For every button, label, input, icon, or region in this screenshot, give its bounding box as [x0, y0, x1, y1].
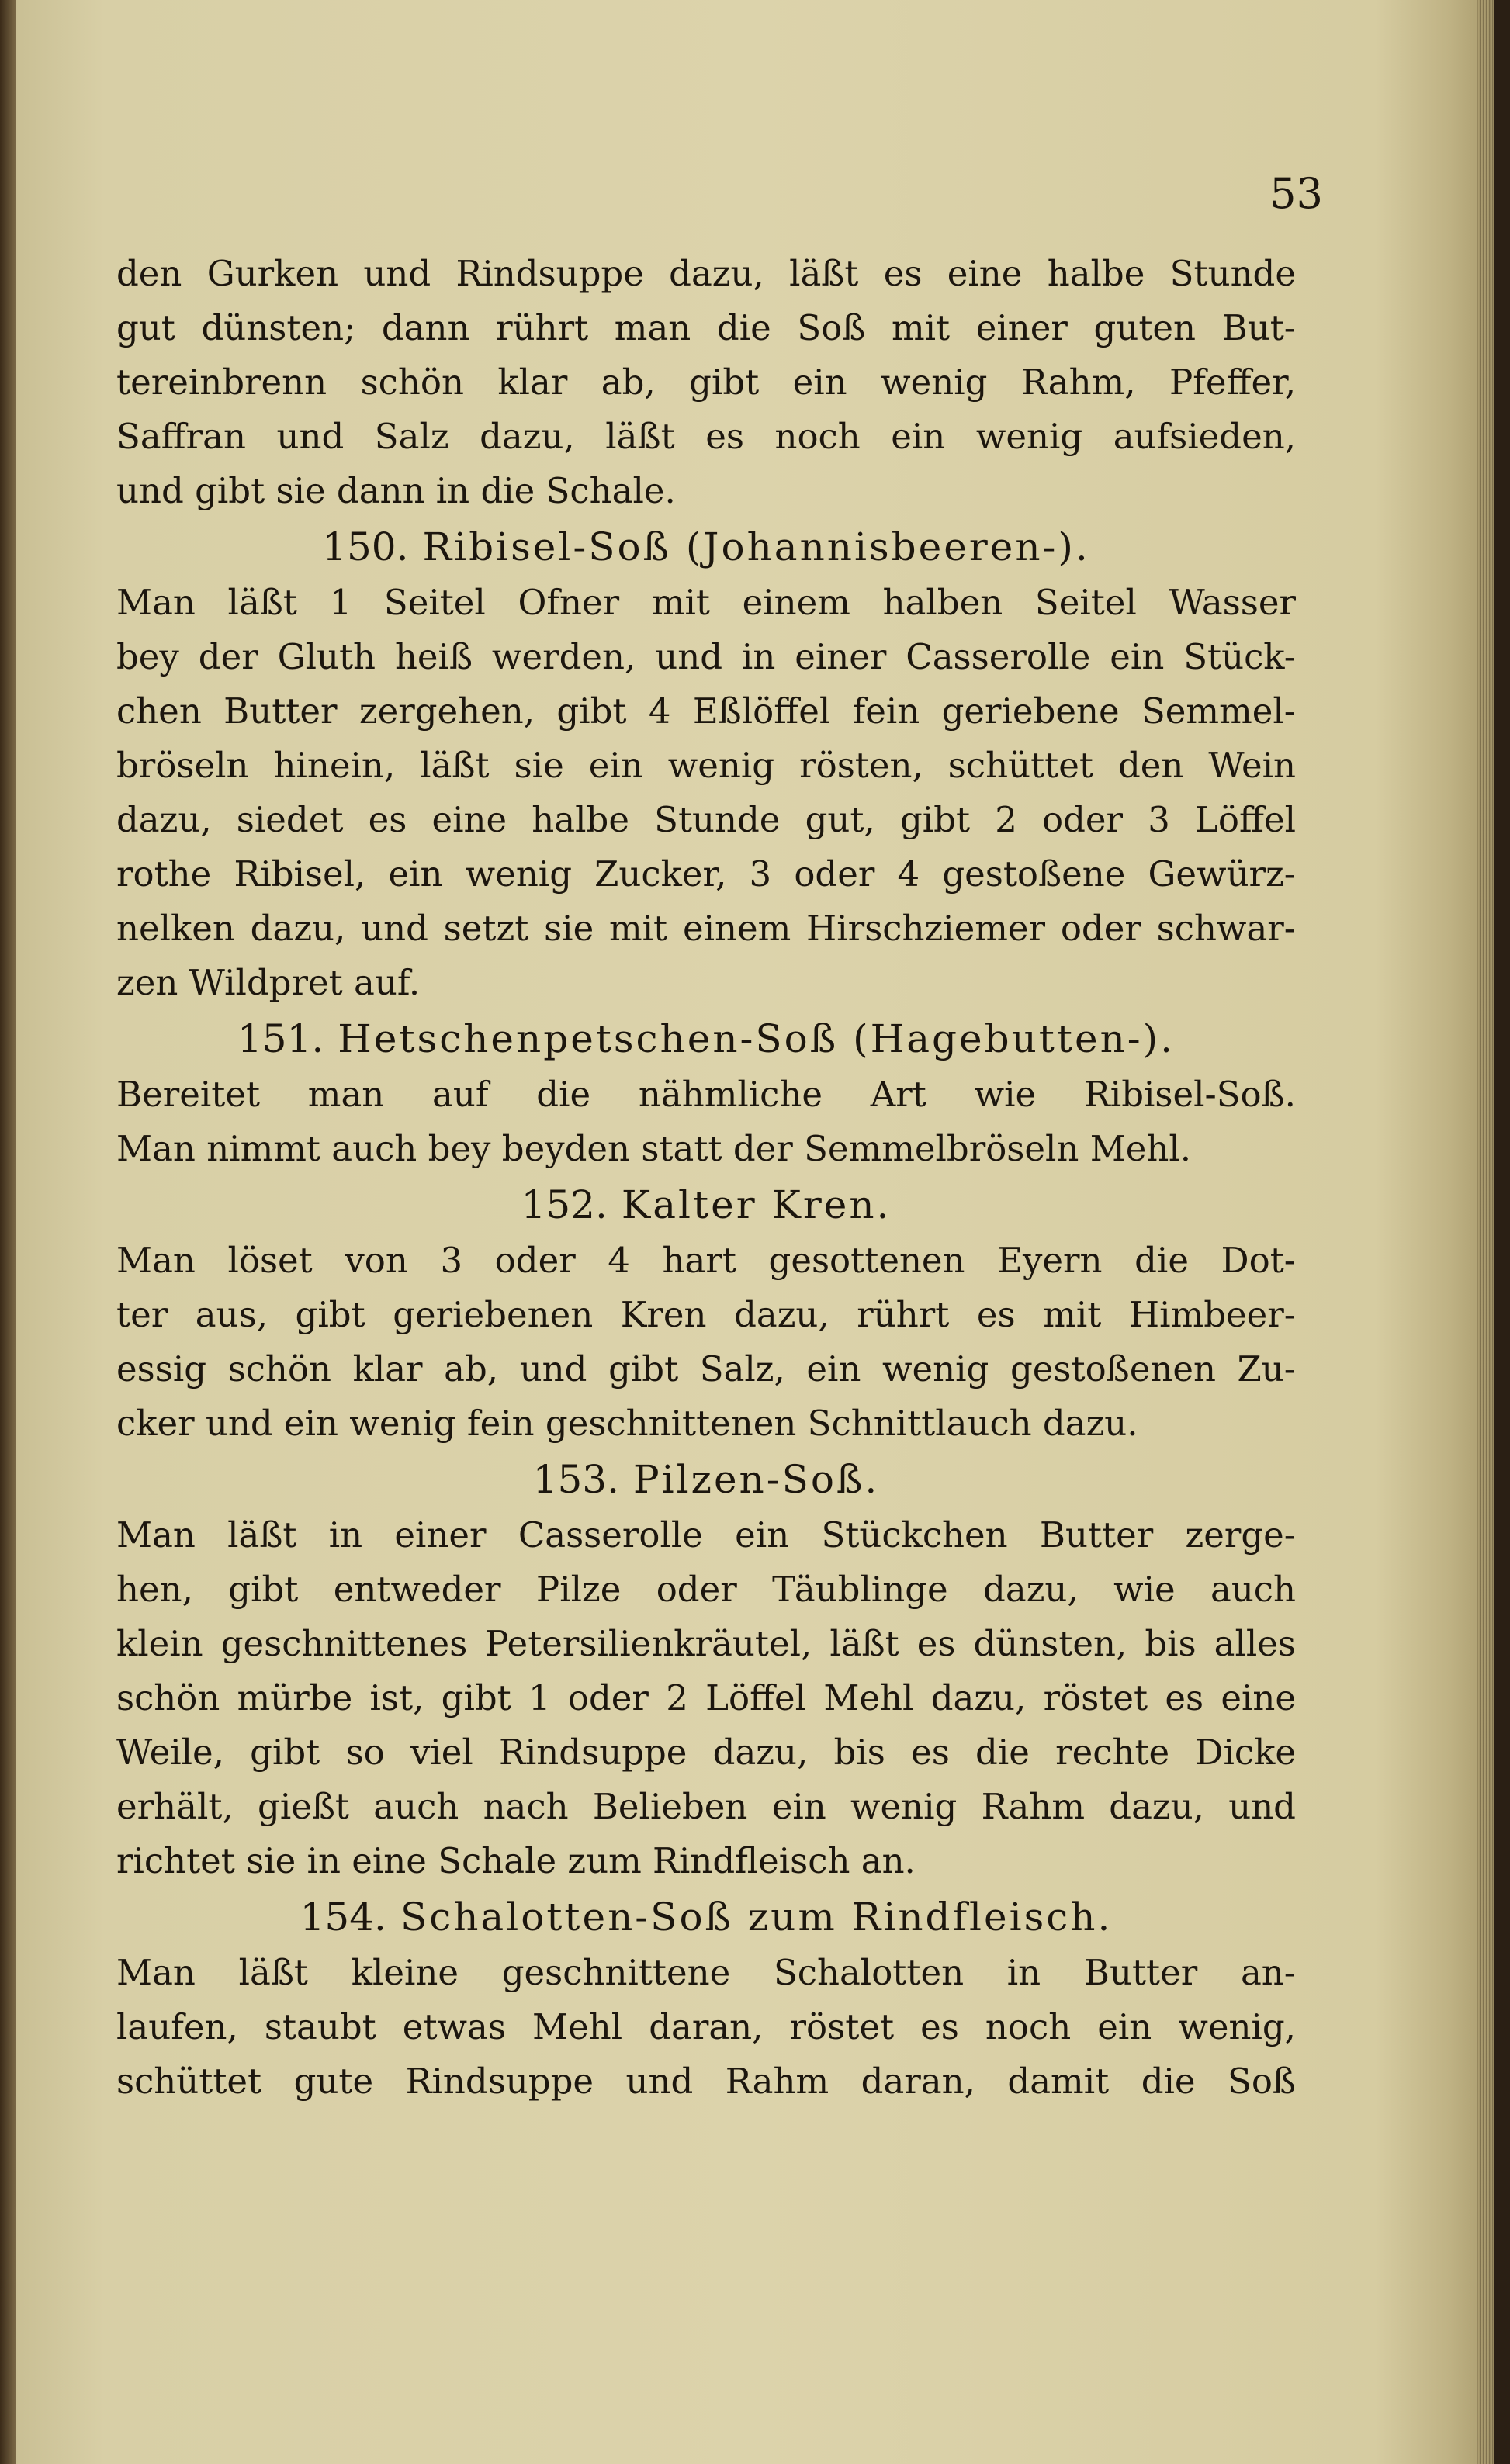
- recipe-number: 151.: [237, 1016, 324, 1061]
- text-line: hen, gibt entweder Pilze oder Täublinge dazu, wie auch: [116, 1569, 1296, 1610]
- text-line: Man läßt kleine geschnittene Schalotten in Butter an-: [116, 1952, 1296, 1993]
- text-line: laufen, staubt etwas Mehl daran, röstet es noch ein wenig,: [116, 2006, 1296, 2047]
- text-line: Weile, gibt so viel Rindsuppe dazu, bis es die rechte Dicke: [116, 1732, 1296, 1773]
- text-line: nelken dazu, und setzt sie mit einem Hirschziemer oder schwar-: [116, 908, 1296, 949]
- text-line: erhält, gießt auch nach Belieben ein wenig Rahm dazu, und: [116, 1786, 1296, 1827]
- text-line: schön mürbe ist, gibt 1 oder 2 Löffel Mehl dazu, röstet es eine: [116, 1677, 1296, 1718]
- recipe-number: 150.: [322, 524, 409, 569]
- text-line: zen Wildpret auf.: [116, 962, 421, 1003]
- recipe-number: 154.: [300, 1895, 386, 1940]
- page-edges: [1477, 0, 1494, 2464]
- recipe-title: Pilzen-Soß.: [633, 1457, 880, 1502]
- text-line: bröseln hinein, läßt sie ein wenig rösten, schüttet den Wein: [116, 745, 1296, 786]
- recipe-heading-154: [116, 1888, 1296, 1946]
- text-line: cker und ein wenig fein geschnittenen Schnittlauch dazu.: [116, 1403, 1138, 1444]
- page-number: 53: [1269, 169, 1323, 218]
- text-line: Man löset von 3 oder 4 hart gesottenen Eyern die Dot-: [116, 1240, 1296, 1281]
- text-line: ter aus, gibt geriebenen Kren dazu, rührt es mit Himbeer-: [116, 1294, 1296, 1335]
- text-line: Man läßt in einer Casserolle ein Stückchen Butter zerge-: [116, 1514, 1296, 1556]
- recipe-title: Kalter Kren.: [621, 1182, 892, 1227]
- recipe-title: Hetschenpetschen-Soß (Hagebutten-).: [338, 1016, 1176, 1061]
- recipe-heading-150: [116, 518, 1296, 576]
- text-line: rothe Ribisel, ein wenig Zucker, 3 oder 4 gestoßene Gewürz-: [116, 853, 1296, 895]
- text-line: Man nimmt auch bey beyden statt der Semmelbröseln Mehl.: [116, 1128, 1192, 1169]
- text-line: dazu, siedet es eine halbe Stunde gut, gibt 2 oder 3 Löffel: [116, 799, 1296, 840]
- text-line: klein geschnittenes Petersilienkräutel, läßt es dünsten, bis alles: [116, 1623, 1296, 1664]
- text-line: schüttet gute Rindsuppe und Rahm daran, damit die Soß: [116, 2061, 1296, 2102]
- recipe-heading-152: [116, 1176, 1296, 1234]
- recipe-heading-153: [116, 1451, 1296, 1508]
- recipe-heading-151: [116, 1010, 1296, 1068]
- text-line: Bereitet man auf die nähmliche Art wie Ribisel-Soß.: [116, 1074, 1296, 1115]
- text-line: essig schön klar ab, und gibt Salz, ein wenig gestoßenen Zu-: [116, 1348, 1296, 1389]
- text-line: bey der Gluth heiß werden, und in einer Casserolle ein Stück-: [116, 636, 1296, 677]
- text-line: gut dünsten; dann rührt man die Soß mit einer guten But-: [116, 307, 1296, 348]
- page-text: [116, 247, 1296, 2109]
- recipe-number: 152.: [521, 1182, 608, 1227]
- text-line: Man läßt 1 Seitel Ofner mit einem halben Seitel Wasser: [116, 582, 1296, 623]
- text-line: chen Butter zergehen, gibt 4 Eßlöffel fein geriebene Semmel-: [116, 690, 1296, 732]
- recipe-title: Schalotten-Soß zum Rindfleisch.: [400, 1895, 1113, 1940]
- recipe-title: Ribisel-Soß (Johannisbeeren-).: [422, 524, 1090, 569]
- text-line: Saffran und Salz dazu, läßt es noch ein wenig aufsieden,: [116, 416, 1296, 457]
- text-line: den Gurken und Rindsuppe dazu, läßt es eine halbe Stunde: [116, 253, 1296, 294]
- recipe-number: 153.: [532, 1457, 619, 1502]
- book-spine: [0, 0, 16, 2464]
- text-line: und gibt sie dann in die Schale.: [116, 470, 676, 511]
- text-line: tereinbrenn schön klar ab, gibt ein wenig Rahm, Pfeffer,: [116, 362, 1296, 403]
- text-line: richtet sie in eine Schale zum Rindfleisch an.: [116, 1840, 916, 1881]
